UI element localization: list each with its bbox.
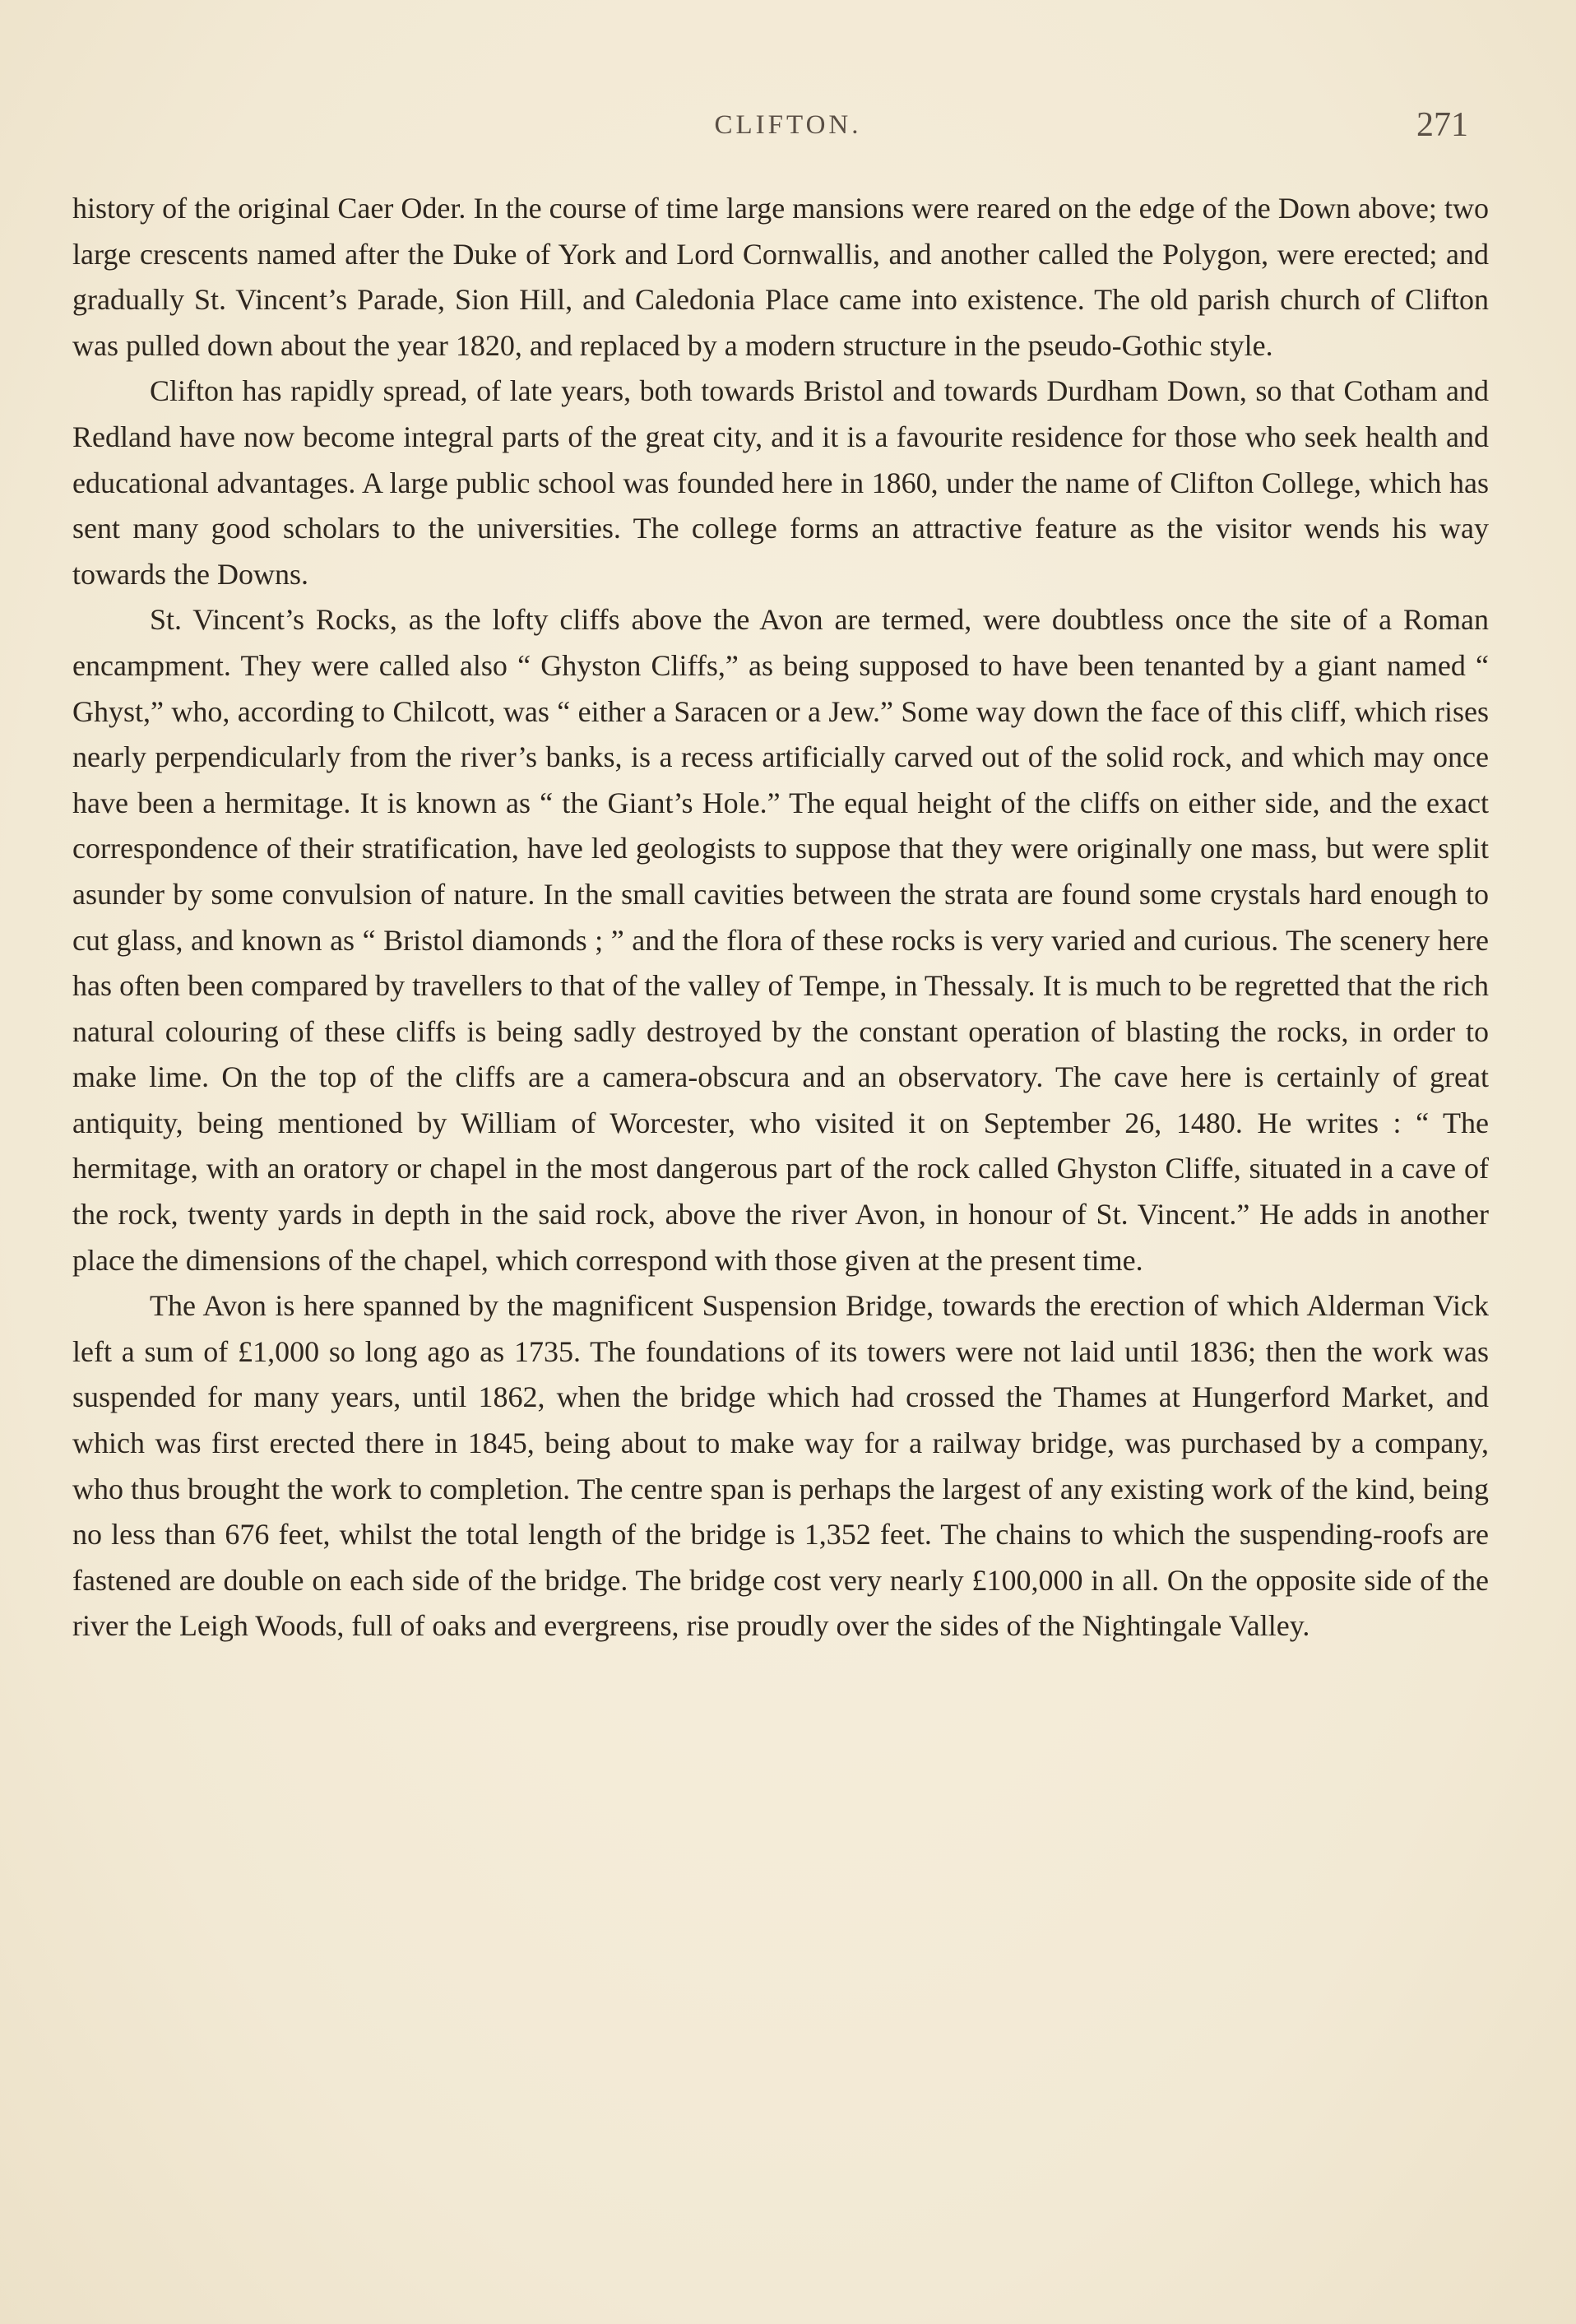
paragraph-st-vincents-rocks: St. Vincent’s Rocks, as the lofty cliffs above the Avon are termed, were doubtless once the site of a Roman encampment. They were called also “ Ghyston Cliffs,” as being supposed to have been tenanted by a giant named “ Ghyst,” who, according to Chilcott, was “ either a Saracen or a Jew.” Some way down the face of this cliff, which rises nearly perpendicularly from the river’s banks, is a recess artificially carved out of the solid rock, and which may once have been a hermitage. It is known as “ the Giant’s Hole.” The equal height of the cliffs on either side, and the exact correspondence of their stratification, have led geologists to suppose that they were originally one mass, but were split asunder by some convulsion of nature. In the small cavities between the strata are found some crystals hard enough to cut glass, and known as “ Bristol diamonds ; ” and the flora of these rocks is very varied and curious. The scenery here has often been compared by travellers to that of the valley of Tempe, in Thessaly. It is much to be regretted that the rich natural colouring of these cliffs is being sadly destroyed by the constant operation of blasting the rocks, in order to make lime. On the top of the cliffs are a camera-obscura and an observatory. The cave here is certainly of great antiquity, being mentioned by William of Worcester, who visited it on September 26, 1480. He writes : “ The hermitage, with an oratory or chapel in the most dangerous part of the rock called Ghyston Cliffe, situated in a cave of the rock, twenty yards in depth in the said rock, above the river Avon, in honour of St. Vincent.” He adds in another place the dimensions of the chapel, which correspond with those given at the present time. [72,603,1489,1277]
running-head [0,105,1576,155]
paragraph-suspension-bridge: The Avon is here spanned by the magnificent Suspension Bridge, towards the erection of which Alderman Vick left a sum of £1,000 so long ago as 1735. The foundations of its towers were not laid until 1836; then the work was suspended for many years, until 1862, when the bridge which had crossed the Thames at Hungerford Market, and which was first erected there in 1845, being about to make way for a railway bridge, was purchased by a company, who thus brought the work to completion. The centre span is perhaps the largest of any existing work of the kind, being no less than 676 feet, whilst the total length of the bridge is 1,352 feet. The chains to which the suspending-roofs are fastened are double on each side of the bridge. The bridge cost very nearly £100,000 in all. On the opposite side of the river the Leigh Woods, full of oaks and evergreens, rise proudly over the sides of the Nightingale Valley. [72,1289,1489,1643]
running-title: CLIFTON. [714,110,862,140]
paragraph-clifton-growth: Clifton has rapidly spread, of late years, both towards Bristol and towards Durdham Down, so that Cotham and Redland have now become integral parts of the great city, and it is a favourite residence for those who seek health and educational advantages. A large public school was founded here in 1860, under the name of Clifton College, which has sent many good scholars to the universities. The college forms an attractive feature as the visitor wends his way towards the Downs. [72,374,1489,591]
body-text [72,186,1489,1649]
paragraph-continuation: history of the original Caer Oder. In the course of time large mansions were reared on the edge of the Down above; two large crescents named after the Duke of York and Lord Cornwallis, and another called the Polygon, were erected; and gradually St. Vincent’s Parade, Sion Hill, and Caledonia Place came into existence. The old parish church of Clifton was pulled down about the year 1820, and replaced by a modern structure in the pseudo-Gothic style. [72,192,1489,362]
page-number: 271 [1416,106,1468,144]
